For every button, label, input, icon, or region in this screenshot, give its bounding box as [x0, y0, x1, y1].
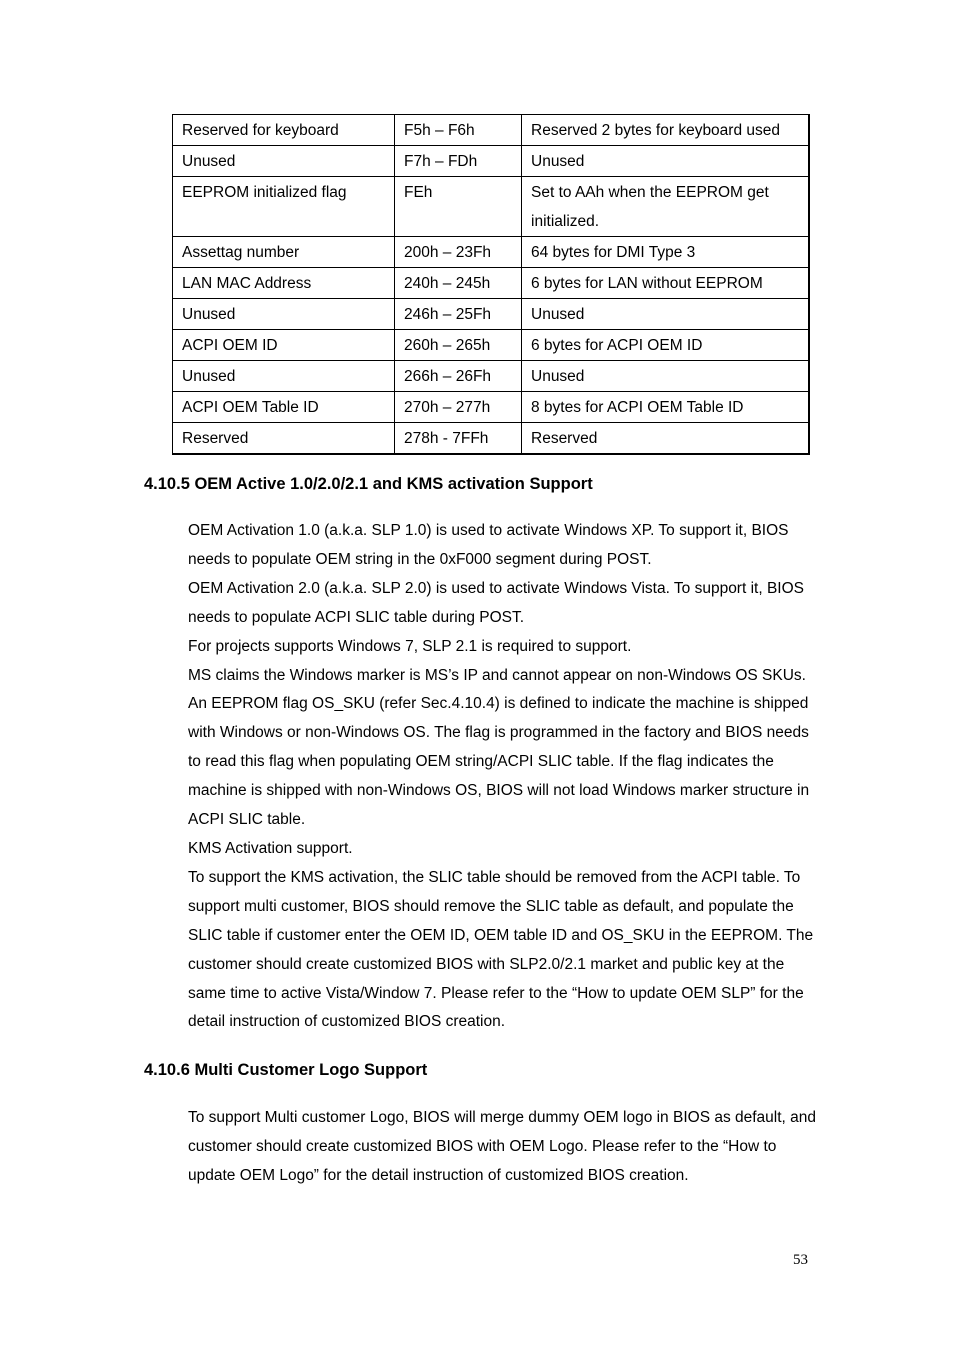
- section-heading-oem-activation: 4.10.5 OEM Active 1.0/2.0/2.1 and KMS activation Support: [144, 475, 593, 493]
- table-cell: Unused: [173, 299, 395, 330]
- table-row: [173, 299, 809, 330]
- paragraph: To support Multi customer Logo, BIOS will merge dummy OEM logo in BIOS as default, and customer should create customized BIOS with OEM Logo. Please refer to the “How to update OEM Logo” for the detail instruction of customized BIOS creation.: [188, 1109, 817, 1184]
- section-body-oem-activation: [188, 517, 818, 1037]
- table-cell: 8 bytes for ACPI OEM Table ID: [522, 392, 809, 423]
- table-cell: 64 bytes for DMI Type 3: [522, 237, 809, 268]
- table-cell: 246h – 25Fh: [395, 299, 522, 330]
- table-cell: 278h - 7FFh: [395, 423, 522, 455]
- table-cell: Reserved: [173, 423, 395, 455]
- table-cell: ACPI OEM ID: [173, 330, 395, 361]
- table-row: [173, 361, 809, 392]
- table-row: [173, 237, 809, 268]
- table-row: [173, 115, 809, 146]
- table-cell: 240h – 245h: [395, 268, 522, 299]
- table-cell: F5h – F6h: [395, 115, 522, 146]
- page-number: 53: [793, 1252, 808, 1268]
- paragraph: To support the KMS activation, the SLIC table should be removed from the ACPI table. To support multi customer, BIOS should remove the SLIC table as default, and populate the SLIC table if customer enter the OEM ID, OEM table ID and OS_SKU in the EEPROM. The customer should create customized BIOS with SLP2.0/2.1 market and public key at the same time to active Vista/Window 7. Please refer to the “How to update OEM SLP” for the detail instruction of customized BIOS creation.: [188, 868, 814, 1031]
- table-cell: 6 bytes for ACPI OEM ID: [522, 330, 809, 361]
- paragraph: KMS Activation support.: [188, 839, 353, 857]
- section-heading-multi-logo: 4.10.6 Multi Customer Logo Support: [144, 1061, 428, 1079]
- table-row: [173, 146, 809, 177]
- table-cell: Unused: [522, 146, 809, 177]
- table-cell: Reserved: [522, 423, 809, 455]
- table-cell: 270h – 277h: [395, 392, 522, 423]
- paragraph: For projects supports Windows 7, SLP 2.1 is required to support.: [188, 637, 632, 655]
- table-cell: 6 bytes for LAN without EEPROM: [522, 268, 809, 299]
- table-row: [173, 423, 809, 455]
- table-cell: Reserved for keyboard: [173, 115, 395, 146]
- eeprom-map-table: [172, 114, 810, 455]
- section-body-multi-logo: [188, 1104, 818, 1191]
- table-cell: Unused: [522, 361, 809, 392]
- table-row: [173, 268, 809, 299]
- table-body: [173, 115, 809, 455]
- table-row: [173, 177, 809, 237]
- table-cell: FEh: [395, 177, 522, 237]
- table-cell: F7h – FDh: [395, 146, 522, 177]
- table-cell: EEPROM initialized flag: [173, 177, 395, 237]
- table-row: [173, 392, 809, 423]
- table-cell: Unused: [173, 361, 395, 392]
- table-cell: LAN MAC Address: [173, 268, 395, 299]
- table-cell: 260h – 265h: [395, 330, 522, 361]
- paragraph: MS claims the Windows marker is MS’s IP and cannot appear on non-Windows OS SKUs. An EEPROM flag OS_SKU (refer Sec.4.10.4) is defined to indicate the machine is shipped with Windows or non-Windows OS. The flag is programmed in the factory and BIOS needs to read this flag when populating OEM string/ACPI SLIC table. If the flag indicates the machine is shipped with non-Windows OS, BIOS will not load Windows marker structure in ACPI SLIC table.: [188, 666, 810, 829]
- table-cell: 266h – 26Fh: [395, 361, 522, 392]
- table-cell: Unused: [173, 146, 395, 177]
- paragraph: OEM Activation 1.0 (a.k.a. SLP 1.0) is used to activate Windows XP. To support it, BIOS needs to populate OEM string in the 0xF000 segment during POST.: [188, 522, 789, 568]
- table-cell: 200h – 23Fh: [395, 237, 522, 268]
- table-cell: Set to AAh when the EEPROM get initialized.: [522, 177, 809, 237]
- table-cell: Unused: [522, 299, 809, 330]
- paragraph: OEM Activation 2.0 (a.k.a. SLP 2.0) is used to activate Windows Vista. To support it, BIOS needs to populate ACPI SLIC table during POST.: [188, 579, 804, 626]
- table-cell: Assettag number: [173, 237, 395, 268]
- table-row: [173, 330, 809, 361]
- table-cell: Reserved 2 bytes for keyboard used: [522, 115, 809, 146]
- table-cell: ACPI OEM Table ID: [173, 392, 395, 423]
